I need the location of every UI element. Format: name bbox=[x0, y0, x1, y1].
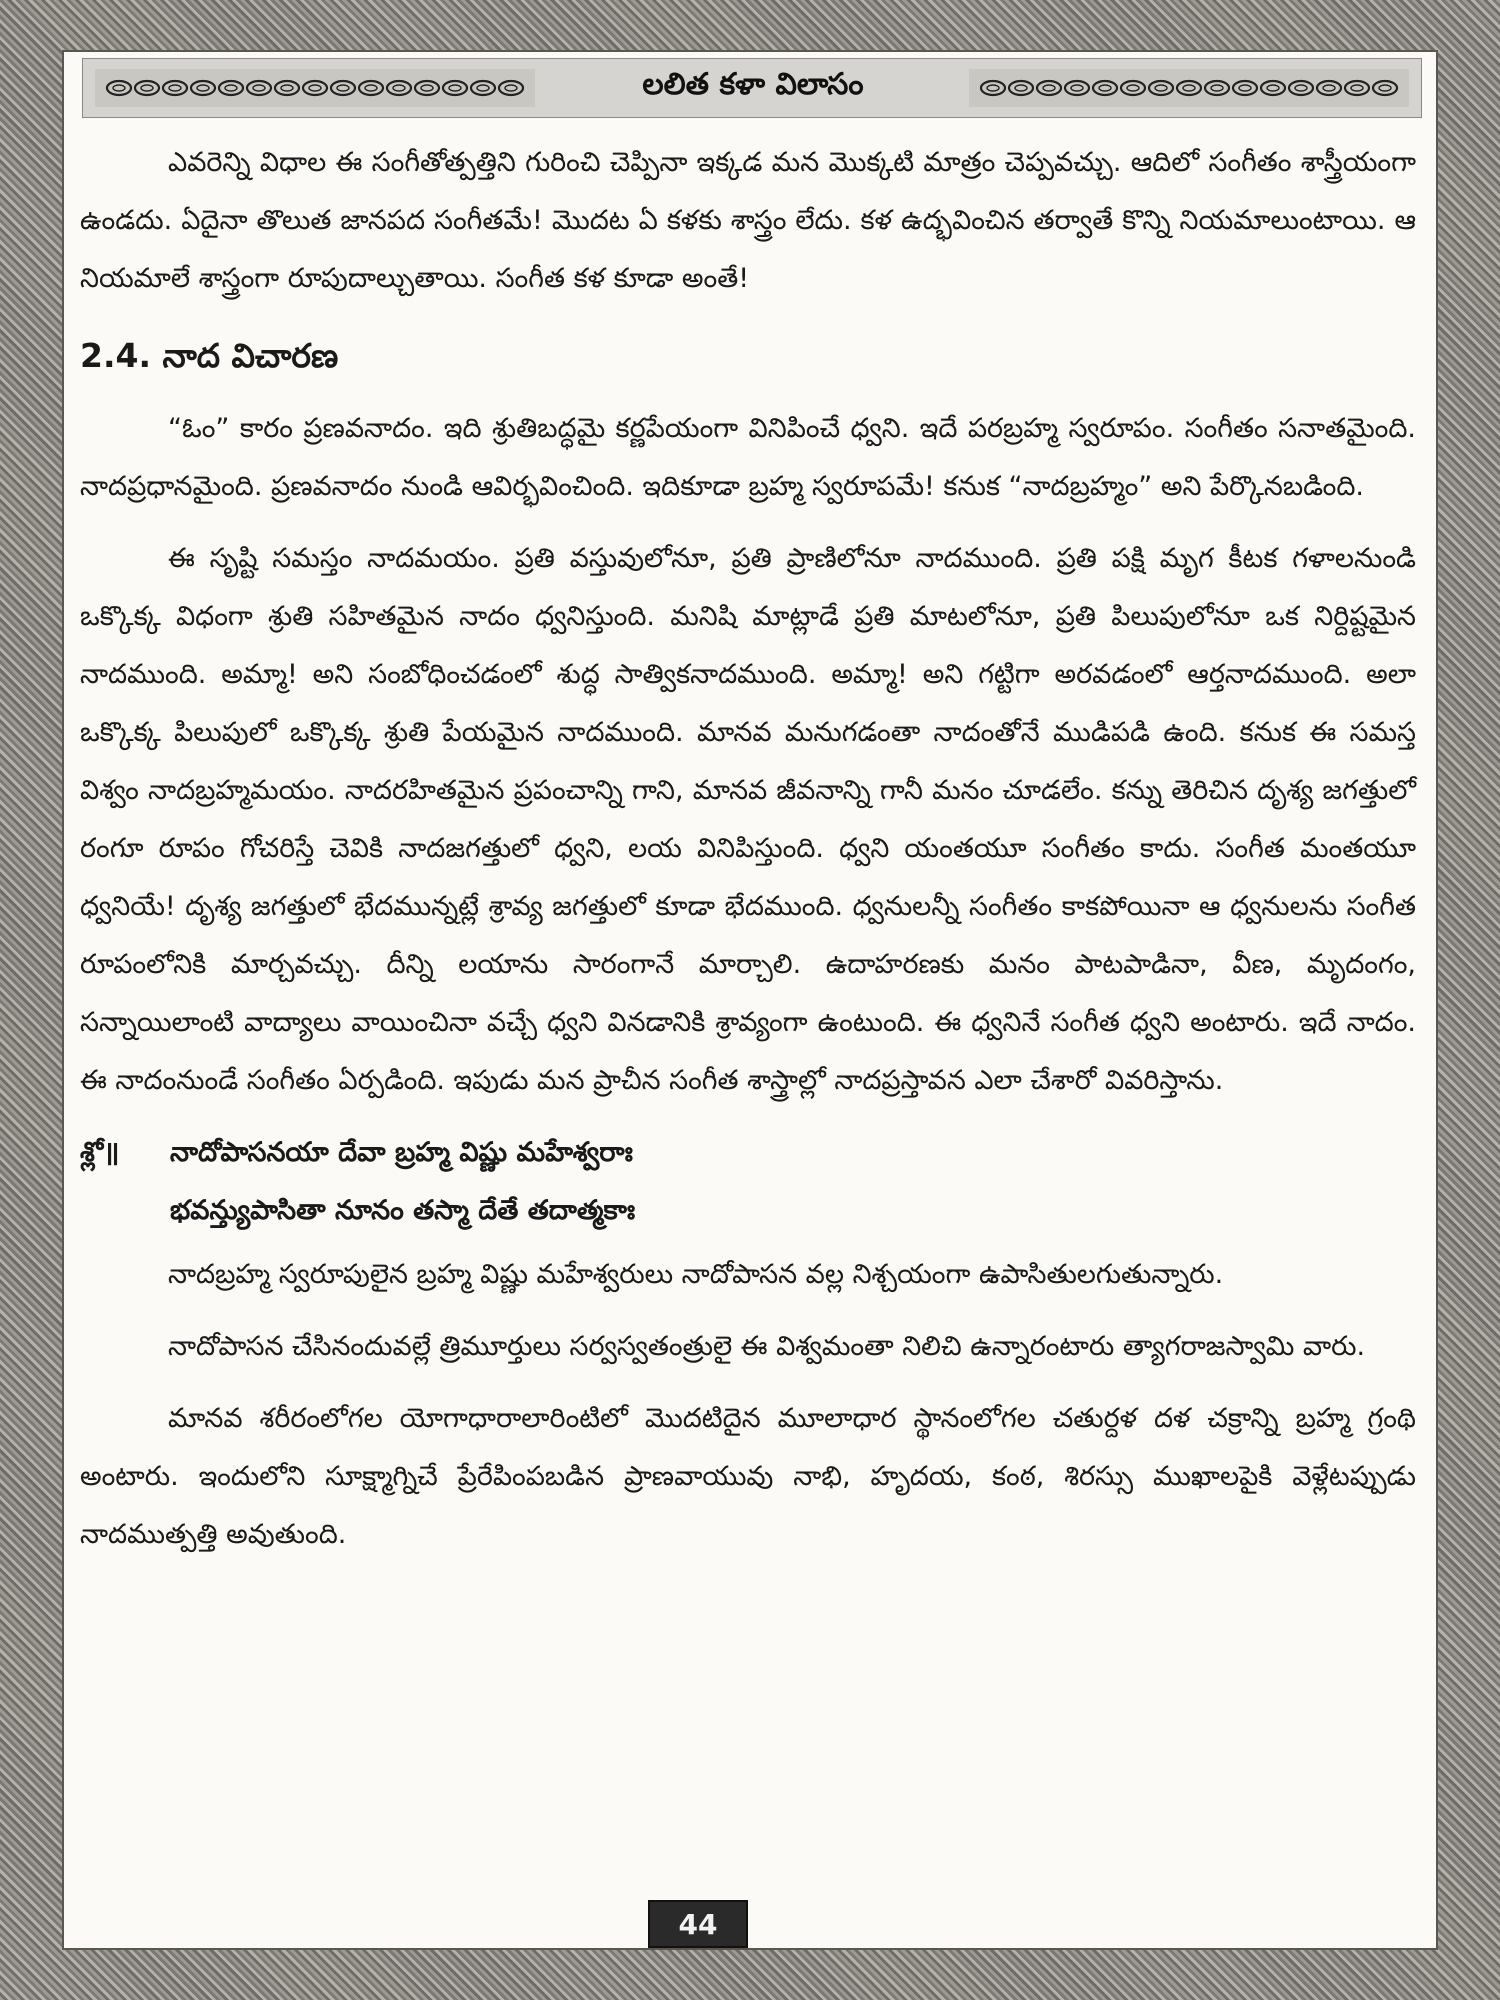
paragraph-om: “ఓం” కారం ప్రణవనాదం. ఇది శ్రుతిబద్ధమై కర్ణపేయంగా వినిపించే ధ్వని. ఇదే పరబ్రహ్మ స్వరూపం. సంగీతం సనాతమైంది. నాదప్రధానమైంది. ప్రణవనాదం నుండి ఆవిర్భవించింది. ఇదికూడా బ్రహ్మ స్వరూపమే! కనుక “నాదబ్రహ్మం” అని పేర్కొనబడింది. bbox=[80, 413, 1416, 502]
sloka-lines bbox=[170, 1124, 1416, 1240]
sloka-line-1: నాదోపాసనయా దేవా బ్రహ్మ విష్ణు మహేశ్వరాః bbox=[170, 1137, 633, 1168]
intro-paragraph: ఎవరెన్ని విధాల ఈ సంగీతోత్పత్తిని గురించి చెప్పినా ఇక్కడ మన మొక్కటి మాత్రం చెప్పవచ్చు. ఆదిలో సంగీతం శాస్త్రీయంగా ఉండదు. ఏదైనా తొలుత జానపద సంగీతమే! మొదట ఏ కళకు శాస్త్రం లేదు. కళ ఉద్భవించిన తర్వాతే కొన్ని నియమాలుంటాయి. ఆ నియమాలే శాస్త్రంగా రూపుదాల్చుతాయి. సంగీత కళ కూడా అంతే! bbox=[80, 147, 1416, 294]
book-title: లలిత కళా విలాసం bbox=[642, 67, 864, 102]
sloka-line-2: భవన్త్యుపాసితా నూనం తస్మా దేతే తదాత్మకాః bbox=[170, 1195, 636, 1226]
sloka-block bbox=[80, 1124, 1416, 1240]
page-header bbox=[82, 58, 1422, 118]
paragraph-thyagaraja: నాదోపాసన చేసినందువల్లే త్రిమూర్తులు సర్వస్వతంత్రులై ఈ విశ్వమంతా నిలిచి ఉన్నారంటారు త్యాగరాజస్వామి వారు. bbox=[168, 1331, 1366, 1362]
paragraph-mooladhara: మానవ శరీరంలోగల యోగాధారాలారింటిలో మొదటిదైన మూలాధార స్థానంలోగల చతుర్దళ దళ చక్రాన్ని బ్రహ్మ గ్రంథి అంటారు. ఇందులోని సూక్ష్మాగ్నిచే ప్రేరేపింపబడిన ప్రాణవాయువు నాభి, హృదయ, కంఠ, శిరస్సు ముఖాలపైకి వెళ్లేటప్పుడు నాదముత్పత్తి అవుతుంది. bbox=[80, 1403, 1416, 1550]
book-page bbox=[62, 50, 1438, 1950]
paragraph-srushti: ఈ సృష్టి సమస్తం నాదమయం. ప్రతి వస్తువులోనూ, ప్రతి ప్రాణిలోనూ నాదముంది. ప్రతి పక్షి మృగ కీటక గళాలనుండి ఒక్కొక్క విధంగా శ్రుతి సహితమైన నాదం ధ్వనిస్తుంది. మనిషి మాట్లాడే ప్రతి మాటలోనూ, ప్రతి పిలుపులోనూ ఒక నిర్దిష్టమైన నాదముంది. అమ్మా! అని సంబోధించడంలో శుద్ధ సాత్వికనాదముంది. అమ్మా! అని గట్టిగా అరవడంలో ఆర్తనాదముంది. అలా ఒక్కొక్క పిలుపులో ఒక్కొక్క శ్రుతి పేయమైన నాదముంది. మానవ మనుగడంతా నాదంతోనే ముడిపడి ఉంది. కనుక ఈ సమస్త విశ్వం నాదబ్రహ్మమయం. నాదరహితమైన ప్రపంచాన్ని గాని, మానవ జీవనాన్ని గానీ మనం చూడలేం. కన్ను తెరిచిన దృశ్య జగత్తులో రంగూ రూపం గోచరిస్తే చెవికి నాదజగత్తులో ధ్వని, లయ వినిపిస్తుంది. ధ్వని యంతయూ సంగీతం కాదు. సంగీత మంతయూ ధ్వనియే! దృశ్య జగత్తులో భేదమున్నట్లే శ్రావ్య జగత్తులో కూడా భేదముంది. ధ్వనులన్నీ సంగీతం కాకపోయినా ఆ ధ్వనులను సంగీత రూపంలోనికి మార్చవచ్చు. దీన్ని లయాను సారంగానే మార్చాలి. ఉదాహరణకు మనం పాటపాడినా, వీణ, మృదంగం, సన్నాయిలాంటి వాద్యాలు వాయించినా వచ్చే ధ్వని వినడానికి శ్రావ్యంగా ఉంటుంది. ఈ ధ్వనినే సంగీత ధ్వని అంటారు. ఇదే నాదం. ఈ నాదంనుండే సంగీతం ఏర్పడింది. ఇపుడు మన ప్రాచీన సంగీత శాస్త్రాల్లో నాదప్రస్తావన ఎలా చేశారో వివరిస్తాను. bbox=[80, 543, 1416, 1096]
sloka-label: శ్లో॥ bbox=[80, 1137, 120, 1168]
page-number: 44 bbox=[648, 1900, 748, 1948]
section-heading: 2.4. నాద విచారణ bbox=[80, 336, 339, 375]
header-ornament-left bbox=[95, 69, 535, 107]
page-content bbox=[80, 134, 1416, 1578]
paragraph-meaning: నాదబ్రహ్మ స్వరూపులైన బ్రహ్మ విష్ణు మహేశ్వరులు నాదోపాసన వల్ల నిశ్చయంగా ఉపాసితులగుతున్నారు. bbox=[168, 1259, 1224, 1290]
header-ornament-right bbox=[969, 69, 1409, 107]
